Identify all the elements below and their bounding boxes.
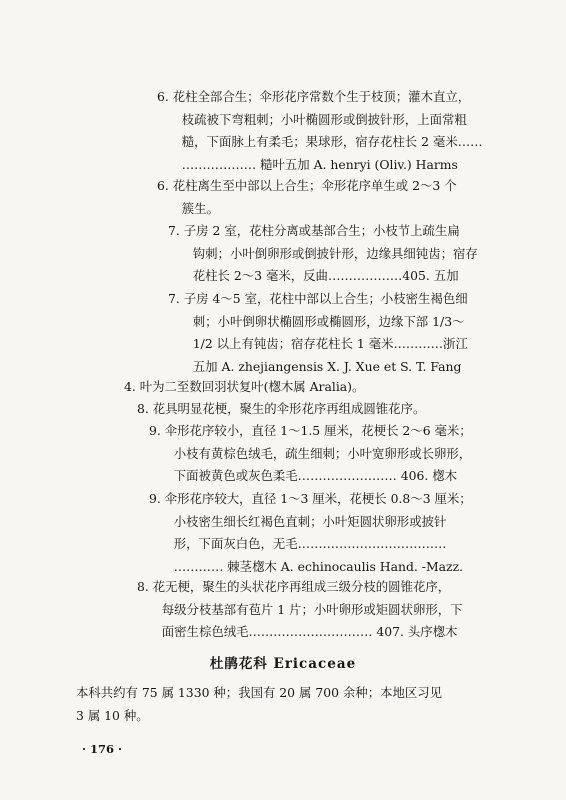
key-entry xyxy=(157,86,494,176)
key-line: 1/2 以上有钝齿；宿存花柱长 1 毫米…………浙江 xyxy=(168,336,468,352)
key-line: 面密生棕色绒毛………………………… 407. 头序楤木 xyxy=(137,624,458,640)
key-line: 9. 伞形花序较小，直径 1～1.5 厘米，花梗长 2～6 毫米； xyxy=(149,423,472,438)
intro-line: 3 属 10 种。 xyxy=(76,707,149,723)
key-line: ……………… 糙叶五加 A. henryi (Oliv.) Harms xyxy=(157,156,458,172)
key-entry xyxy=(168,288,494,378)
key-line: 下面被黄色或灰色柔毛…………………… 406. 楤木 xyxy=(149,468,458,484)
family-intro xyxy=(76,682,496,727)
key-line: 6. 花柱离生至中部以上合生；伞形花序单生或 2～3 个 xyxy=(157,178,457,193)
key-line: 形，下面灰白色，无毛……………………………… xyxy=(149,536,447,552)
key-line: 7. 子房 4～5 室，花柱中部以上合生；小枝密生褐色细 xyxy=(168,291,468,306)
key-line: 8. 花无梗，聚生的头状花序再组成三级分枝的圆锥花序， xyxy=(137,579,451,594)
page-number: · 176 · xyxy=(82,742,123,756)
key-line: 刺；小叶倒卵状椭圆形或椭圆形，边缘下部 1/3～ xyxy=(168,313,465,329)
family-heading: 杜鹃花科 Ericaceae xyxy=(209,656,357,672)
key-entry xyxy=(137,398,494,421)
key-line: 小枝密生细长红褐色直刺；小叶矩圆状卵形或披针 xyxy=(149,513,447,529)
key-line: 每级分枝基部有苞片 1 片；小叶卵形或矩圆状卵形，下 xyxy=(137,601,463,617)
key-entry xyxy=(149,488,494,578)
key-line: 9. 伞形花序较大，直径 1～3 厘米，花梗长 0.8～3 厘米； xyxy=(149,491,472,506)
key-line: 8. 花具明显花梗，聚生的伞形花序再组成圆锥花序。 xyxy=(137,401,426,416)
key-line: 簇生。 xyxy=(157,200,219,216)
key-entry xyxy=(137,576,494,644)
key-line: ………… 棘茎楤木 A. echinocaulis Hand. -Mazz. xyxy=(149,558,464,574)
key-line: 4. 叶为二至数回羽状复叶(楤木属 Aralia)。 xyxy=(124,379,365,394)
key-entry xyxy=(157,175,494,220)
key-line: 6. 花柱全部合生；伞形花序常数个生于枝顶；灌木直立， xyxy=(157,89,471,104)
key-entry xyxy=(149,420,494,488)
key-line: 枝疏被下弯粗刺；小叶椭圆形或倒披针形，上面常粗 xyxy=(157,111,467,127)
key-line: 钩刺；小叶倒卵形或倒披针形，边缘具细钝齿；宿存 xyxy=(168,245,478,261)
key-line: 五加 A. zhejiangensis X. J. Xue et S. T. Fang xyxy=(168,358,462,374)
intro-line: 本科共约有 75 属 1330 种；我国有 20 属 700 余种；本地区习见 xyxy=(76,685,443,700)
key-entry xyxy=(124,376,494,399)
key-line: 花柱长 2～3 毫米，反曲………………405. 五加 xyxy=(168,268,459,284)
key-line: 7. 子房 2 室，花柱分离或基部合生；小枝节上疏生扁 xyxy=(168,223,460,238)
key-line: 小枝有黄棕色绒毛，疏生细刺；小叶宽卵形或长卵形， xyxy=(149,445,472,461)
key-entry xyxy=(168,220,494,288)
key-line: 糙，下面脉上有柔毛；果球形，宿存花柱长 2 毫米…… xyxy=(157,134,483,150)
